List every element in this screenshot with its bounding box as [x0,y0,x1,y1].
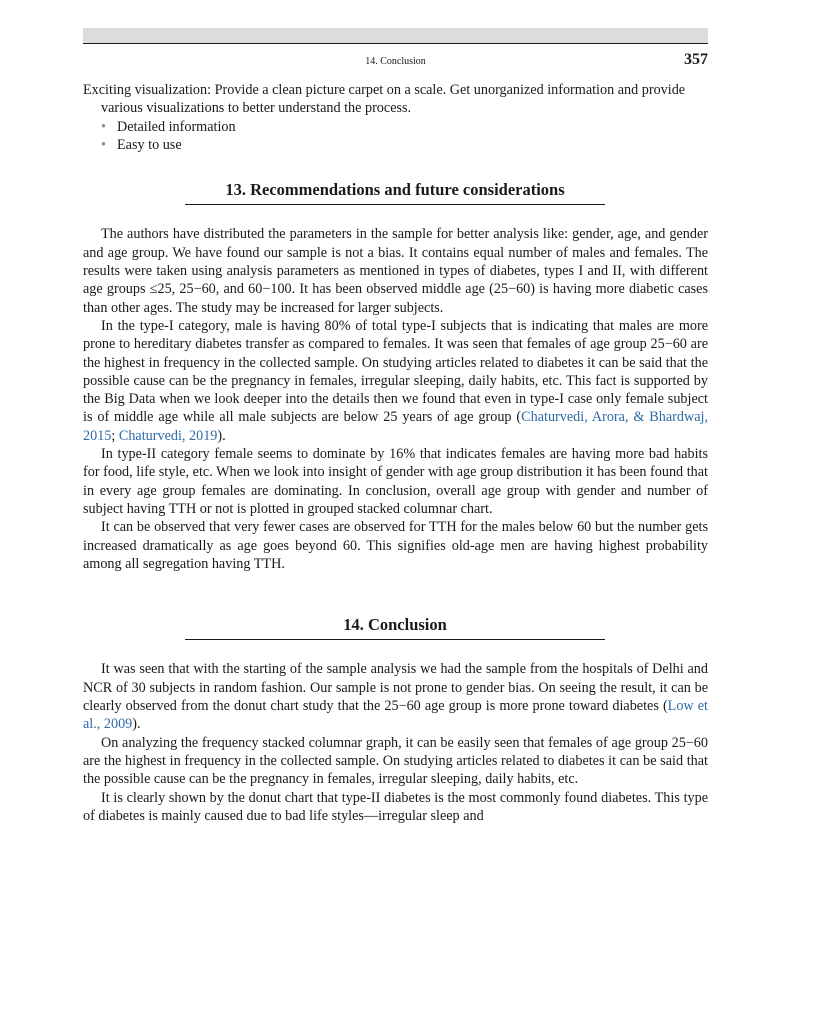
citation-separator: ; [111,427,119,444]
section-14-paragraph-3: It is clearly shown by the donut chart that type-II diabetes is the most commonly found diabetes. This type of diabetes is mainly caused due to bad life styles—irregular sleep and [83,789,708,824]
section-14-paragraph-1 [83,660,708,733]
section-13-body [83,225,708,573]
section-13-rule [185,204,605,205]
bullet-list [83,118,708,155]
section-14-heading [185,616,605,640]
intro-paragraph: Exciting visualization: Provide a clean picture carpet on a scale. Get unorganized information and provide various visualizations to better understand the process. [83,82,686,117]
running-head [83,51,708,72]
section-13-paragraph-3: In type-II category female seems to dominate by 16% that indicates females are having more bad habits for food, life style, etc. When we look into insight of gender with age group distribution it has been found that in every age group females are dominating. In conclusion, overall age group with gender and number of subject having TTH or not is plotted in grouped stacked columnar chart. [83,446,708,517]
section-13-paragraph-2-end: ). [217,427,226,444]
section-14-paragraph-2: On analyzing the frequency stacked columnar graph, it can be easily seen that females of age group 25−60 are the highest in frequency in the collected sample. On studying articles related to diabetes it can be said that the possible cause can be the pregnancy in females, irregular sleeping, daily habits, etc. [83,734,708,788]
page-content [83,81,708,825]
section-14-paragraph-1-end: ). [132,716,141,733]
section-14-number: 14. [343,615,364,635]
section-13-number: 13. [225,180,246,200]
header-band [83,28,708,43]
citation-link-chaturvedi-2015[interactable]: Chaturvedi, Arora, & Bhardwaj, 2015 [83,409,709,444]
section-13-title-text: Recommendations and future considerations [250,180,565,200]
section-14-title [185,616,605,634]
section-13-paragraph-4: It can be observed that very fewer cases are observed for TTH for the males below 60 but the number gets increased dramatically as age goes beyond 60. This signifies old-age men are having highest probability among all segregation having TTH. [83,519,708,572]
section-14-title-text: Conclusion [367,615,447,635]
section-14-paragraph-1-text: It was seen that with the starting of the sample analysis we had the sample from the hospitals of Delhi and NCR of 30 subjects in random fashion. Our sample is not prone to gender bias. On seeing the result, it can be clearly observed from the donut chart study that the 25−60 age group is more prone toward diabetes ( [83,661,708,715]
bullet-item-detailed-information: • Detailed information [101,118,708,136]
page-number: 357 [684,51,708,68]
section-13-title [185,181,605,199]
citation-link-low-2009[interactable]: Low et al., 2009 [83,698,708,733]
running-title: 14. Conclusion [365,56,426,67]
header-rule [83,43,708,44]
citation-link-chaturvedi-2019[interactable]: Chaturvedi, 2019 [118,427,218,444]
section-13-heading [185,181,605,205]
bullet-item-easy-to-use: • Easy to use [101,136,708,154]
section-13-paragraph-2-text: In the type-I category, male is having 80% of total type-I subjects that is indicating that males are more prone to hereditary diabetes transfer as compared to females. It was seen that females of age group 25−60 are the highest in frequency in the collected sample. On studying articles related to diabetes it can be said that the possible cause can be the pregnancy in females, irregular sleeping, daily habits, etc. This fact is supported by the Big Data when we look deeper into the details then we found that even in type-I case only female subject is of middle age while all male subjects are below 25 years of age group ( [83,317,708,426]
section-13-paragraph-1: The authors have distributed the parameters in the sample for better analysis like: gender, age, and gender and age group. We have found our sample is not a bias. It contains equal number of males and females. The results were taken using analysis parameters as mentioned in types of diabetes, types I and II, with different age groups ≤25, 25−60, and 60−100. It has been observed middle age (25−60) is having more diabetic cases than other ages. The study may be increased for larger subjects. [83,226,708,316]
section-14-rule [185,639,605,640]
section-13-paragraph-2 [83,317,708,445]
section-14-body [83,660,708,825]
